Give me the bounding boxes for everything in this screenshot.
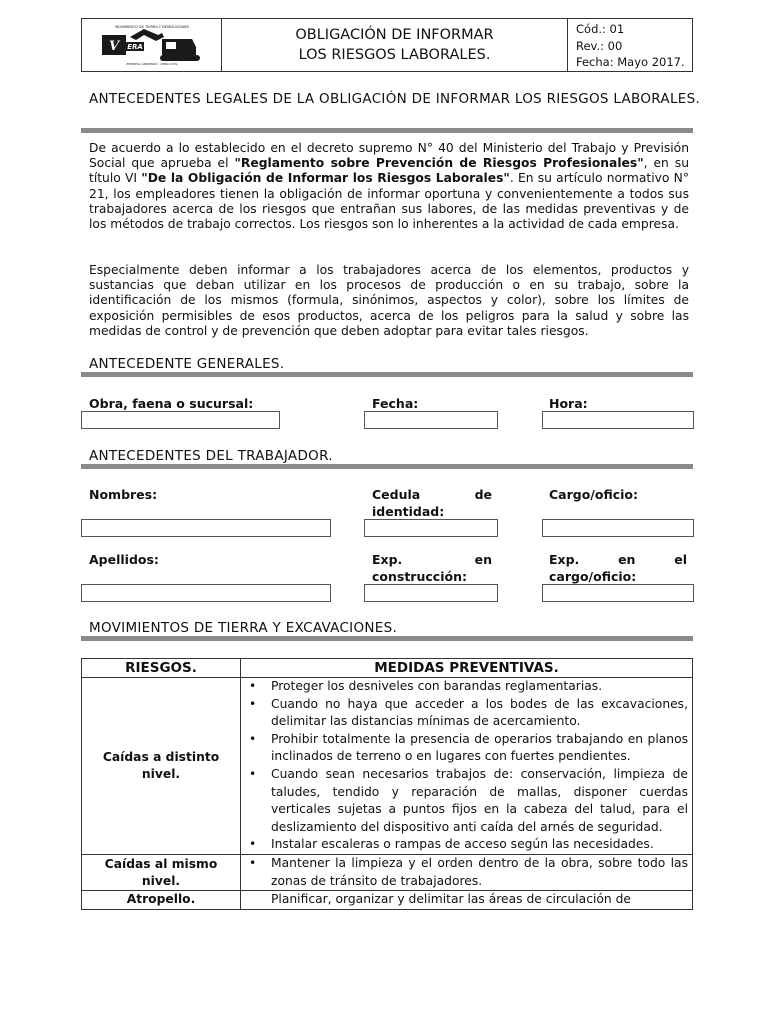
svg-text:V: V: [108, 39, 119, 54]
section-title-general: ANTECEDENTE GENERALES.: [89, 356, 285, 372]
section-title-worker: ANTECEDENTES DEL TRABAJADOR.: [89, 448, 333, 464]
risk-cell: [82, 854, 241, 890]
exp-construccion-word: Exp.: [372, 552, 403, 567]
svg-text:ERA: ERA: [126, 43, 143, 51]
measure-item: • Prohibir totalmente la presencia de operarios trabajando en planos inclinados de terreno o en lugares con fuertes pendientes.: [271, 731, 688, 766]
exp-cargo-word: el: [674, 552, 687, 567]
legal-paragraph-1: [89, 141, 689, 232]
cargo-field[interactable]: [542, 519, 694, 537]
risk-name-line: nivel.: [141, 766, 181, 781]
risk-name-line: nivel.: [141, 873, 181, 888]
legal-paragraph-2: Especialmente deben informar a los trabajadores acerca de los elementos, productos y sustancias que deban utilizar en los procesos de producción o en su trabajo, sobre la identificación de los mismos (formula, sinónimos, aspectos y color), sobre los límites de exposición permisibles de esos productos, acerca de los peligros para la salud y sobre las medidas de control y de prevención que deben adoptar para evitar tales riesgos.: [89, 263, 689, 338]
measure-item: • Cuando no haya que acceder a los bodes de las excavaciones, delimitar las distancias mínimas de acercamiento.: [271, 696, 688, 731]
cargo-label: Cargo/oficio:: [549, 487, 639, 502]
excavator-logo-icon: [100, 23, 204, 67]
document-meta: [568, 19, 692, 71]
measure-item: • Cuando sean necesarios trabajos de: conservación, limpieza de taludes, tendido y reparación de mallas, disponer cuerdas verticales sujetas a puntos fijos en la cabeza del talud, para el deslizamiento del dispositivo anti caída del arnés de seguridad.: [271, 766, 688, 836]
exp-cargo-field[interactable]: [542, 584, 694, 602]
legal-p1-titulo: "De la Obligación de Informar los Riesgos Laborales": [141, 171, 510, 186]
measure-item: • Proteger los desniveles con barandas reglamentarias.: [271, 678, 688, 696]
company-logo: [82, 19, 222, 71]
table-row: [82, 678, 693, 855]
exp-cargo-word: en: [618, 552, 636, 567]
risk-table-header: [82, 659, 693, 678]
cedula-field[interactable]: [364, 519, 498, 537]
exp-cargo-word: Exp.: [549, 552, 580, 567]
risk-cell: [82, 678, 241, 855]
document-revision: Rev.: 00: [576, 38, 623, 53]
fecha-field[interactable]: [364, 411, 498, 429]
measures-cell: [241, 891, 693, 910]
section-divider: [81, 372, 693, 377]
apellidos-label: Apellidos:: [89, 552, 159, 567]
document-title-line1: OBLIGACIÓN DE INFORMAR: [295, 27, 494, 43]
measure-item: • Planificar, organizar y delimitar las áreas de circulación de: [271, 891, 688, 909]
nombres-label: Nombres:: [89, 487, 158, 502]
measures-cell: [241, 854, 693, 890]
obra-label: Obra, faena o sucursal:: [89, 396, 254, 411]
fecha-label: Fecha:: [372, 396, 419, 411]
table-row: [82, 891, 693, 910]
cedula-label: [372, 486, 492, 520]
risk-cell: [82, 891, 241, 910]
exp-cargo-word: cargo/oficio:: [549, 569, 637, 584]
svg-text:MOVIMIENTO DE TIERRA Y DEMOLIC: MOVIMIENTO DE TIERRA Y DEMOLICIONES: [114, 25, 189, 29]
cedula-label-word: identidad:: [372, 504, 445, 519]
obra-field[interactable]: [81, 411, 280, 429]
legal-p1-text-a: De acuerdo a lo establecido en el decreto supremo N° 40 del Ministerio del Trabajo y Previsión Social que aprueba el: [89, 141, 689, 171]
risk-name-line: Caídas al mismo: [104, 856, 218, 871]
document-code: Cód.: 01: [576, 22, 625, 36]
section-divider: [81, 636, 693, 641]
legal-p1-text-c: , en su título VI: [89, 156, 689, 186]
risk-table: [81, 658, 693, 910]
column-header-risks: RIESGOS.: [82, 659, 241, 678]
apellidos-field[interactable]: [81, 584, 331, 602]
risk-name-line: Caídas a distinto: [102, 749, 220, 764]
measure-item: • Mantener la limpieza y el orden dentro de la obra, sobre todo las zonas de tránsito de trabajadores.: [271, 855, 688, 890]
section-divider: [81, 128, 693, 133]
svg-text:EMPRESA ARRIENDO · OBRA CIVIL: EMPRESA ARRIENDO · OBRA CIVIL: [125, 62, 178, 66]
legal-p1-text-e: . En su artículo normativo N° 21, los empleadores tienen la obligación de informar oportuna y convenientemente a todos sus trabajadores acerca de los riesgos que entrañan sus labores, de las medidas preventivas y de los métodos de trabajo correctos. Los riesgos son lo inherentes a la actividad de cada empresa.: [89, 171, 689, 232]
measure-item: • Instalar escaleras o rampas de acceso según las necesidades.: [271, 836, 688, 854]
document-title: [222, 19, 568, 71]
cedula-label-word: Cedula: [372, 487, 421, 502]
hora-field[interactable]: [542, 411, 694, 429]
hora-label: Hora:: [549, 396, 588, 411]
measures-cell: [241, 678, 693, 855]
section-title-movimientos: MOVIMIENTOS DE TIERRA Y EXCAVACIONES.: [89, 620, 398, 636]
exp-construccion-field[interactable]: [364, 584, 498, 602]
document-date: Fecha: Mayo 2017.: [576, 55, 685, 69]
exp-construccion-word: en: [474, 552, 492, 567]
document-title-line2: LOS RIESGOS LABORALES.: [298, 47, 491, 63]
cedula-label-word: de: [474, 487, 492, 502]
section-divider: [81, 464, 693, 469]
exp-cargo-label: [549, 551, 687, 585]
risk-name-line: Atropello.: [126, 892, 196, 907]
table-row: [82, 854, 693, 890]
column-header-measures: MEDIDAS PREVENTIVAS.: [241, 659, 693, 678]
document-header: [81, 18, 693, 72]
exp-construccion-word: construcción:: [372, 569, 467, 584]
exp-construccion-label: [372, 551, 492, 585]
legal-p1-reglamento: "Reglamento sobre Prevención de Riesgos Profesionales": [234, 156, 644, 171]
nombres-field[interactable]: [81, 519, 331, 537]
section-title-legal: ANTECEDENTES LEGALES DE LA OBLIGACIÓN DE INFORMAR LOS RIESGOS LABORALES.: [89, 91, 701, 107]
